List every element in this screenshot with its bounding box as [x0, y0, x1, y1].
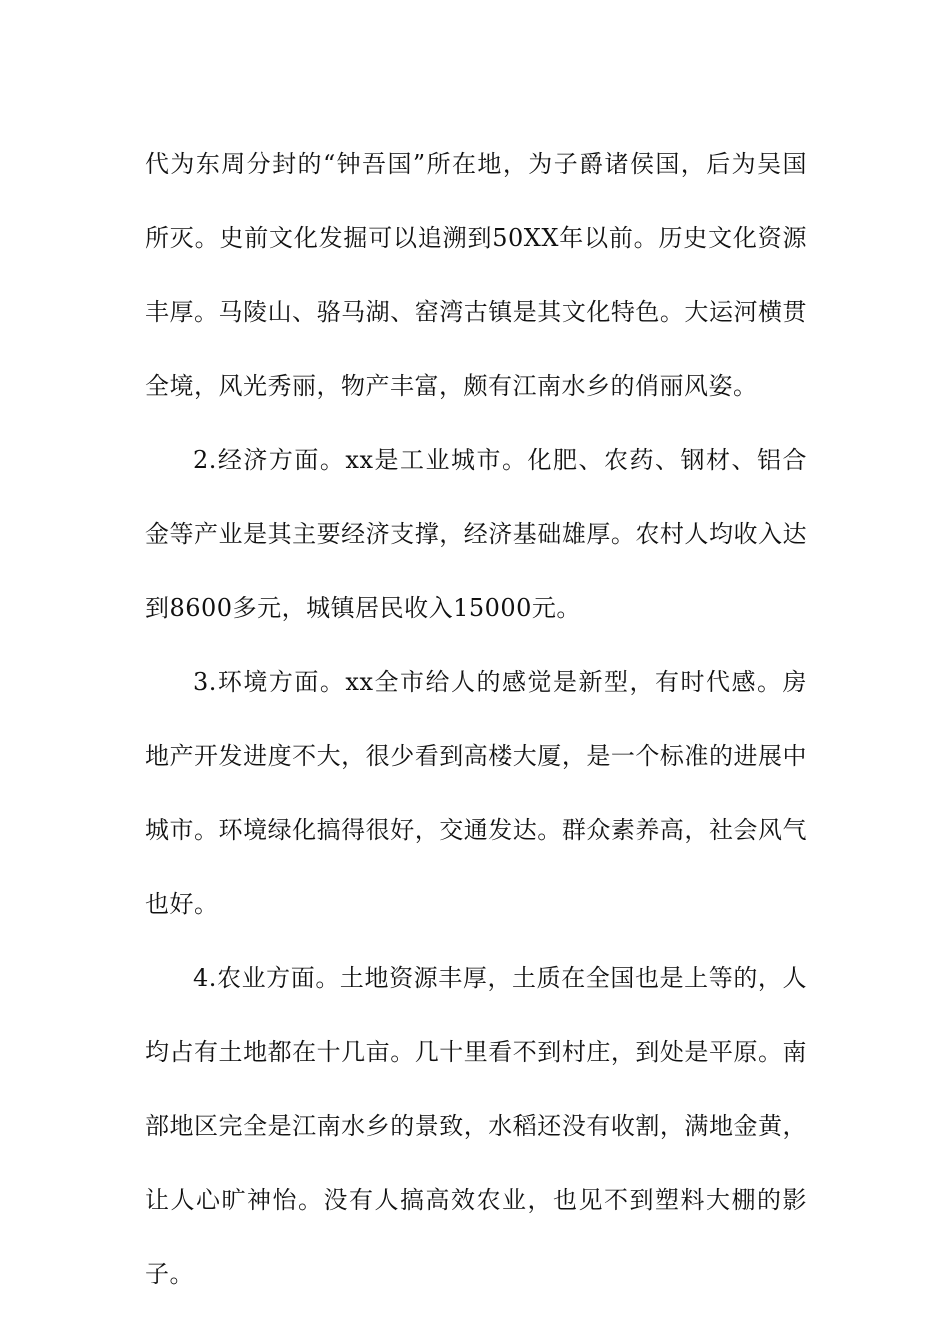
paragraph-agriculture: 4.农业方面。土地资源丰厚，土质在全国也是上等的，人均占有土地都在十几亩。几十里看不到村庄，到处是平原。南部地区完全是江南水乡的景致，水稻还没有收割，满地金黄，让人心旷神怡。没有人搞高效农业，也见不到塑料大棚的影子。	[145, 964, 807, 1288]
paragraph-history: 代为东周分封的“钟吾国”所在地，为子爵诸侯国，后为吴国所灭。史前文化发掘可以追溯到50XX年以前。历史文化资源丰厚。马陵山、骆马湖、窑湾古镇是其文化特色。大运河横贯全境，风光秀丽，物产丰富，颇有江南水乡的俏丽风姿。	[145, 150, 807, 400]
paragraph-economy: 2.经济方面。xx是工业城市。化肥、农药、钢材、铝合金等产业是其主要经济支撑，经济基础雄厚。农村人均收入达到8600多元，城镇居民收入15000元。	[145, 446, 807, 622]
body-text	[145, 127, 807, 1311]
paragraph-environment: 3.环境方面。xx全市给人的感觉是新型，有时代感。房地产开发进度不大，很少看到高楼大厦，是一个标准的进展中城市。环境绿化搞得很好，交通发达。群众素养高，社会风气也好。	[145, 668, 807, 918]
